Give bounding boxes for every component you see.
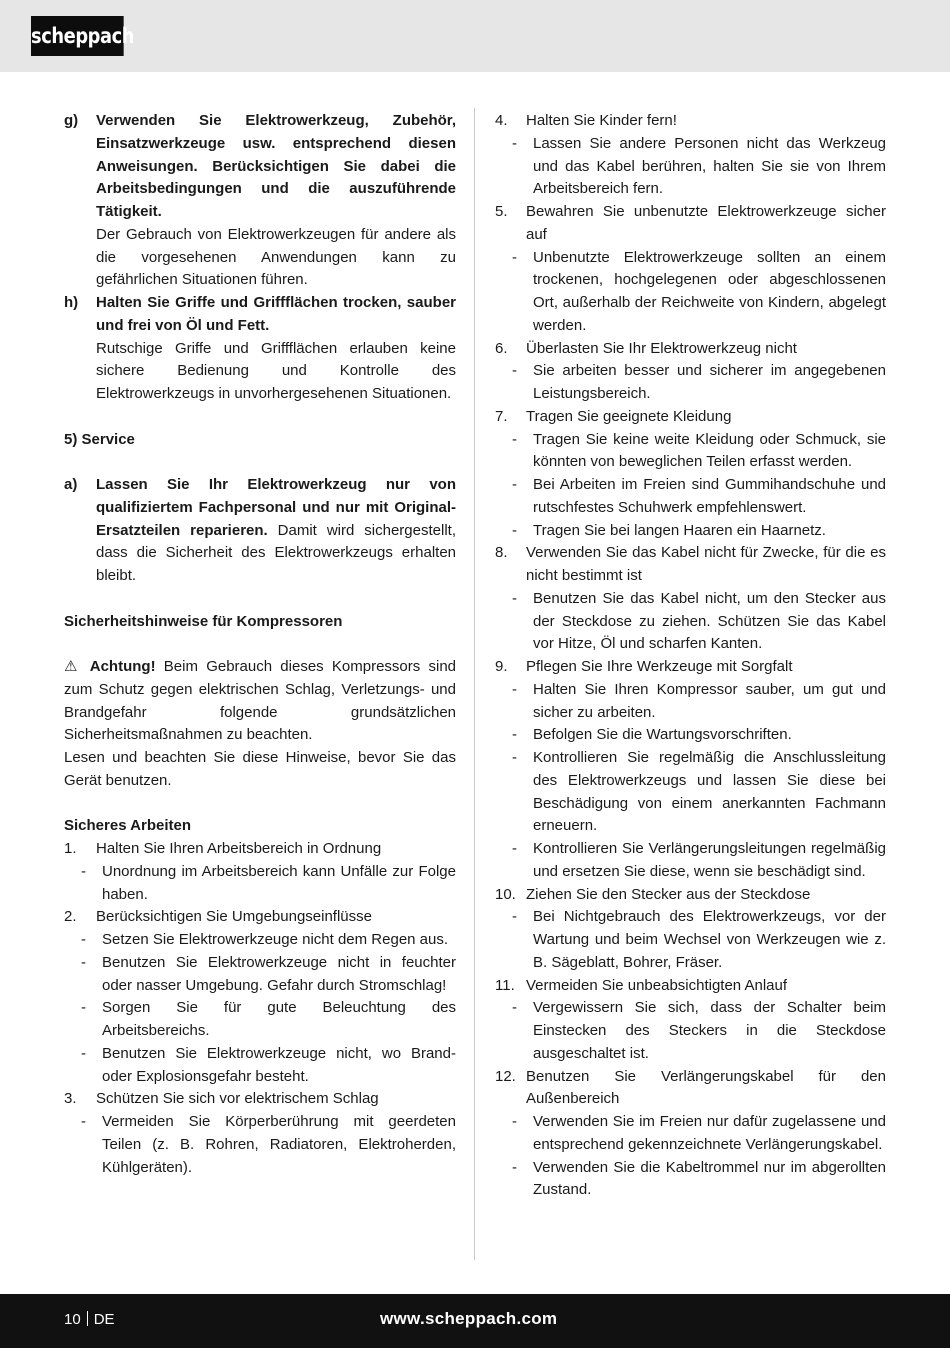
- bullet-item: [64, 1111, 456, 1179]
- item-title: Benutzen Sie Verlängerungskabel für den Außenbereich: [526, 1067, 886, 1108]
- footer-bar: [0, 1294, 950, 1348]
- item-marker: a): [64, 476, 78, 493]
- bullet-dash: -: [512, 1113, 517, 1130]
- column-divider: [474, 108, 475, 1260]
- item-text: Rutschige Griffe und Griffflächen erlauben keine sichere Bedienung und Kontrolle des Elektrowerkzeugs in unvorhergesehenen Situationen.: [96, 339, 456, 402]
- warning-label: Achtung!: [89, 658, 156, 675]
- bullet-item: [495, 747, 886, 838]
- bullet-dash: -: [512, 908, 517, 926]
- bullet-item: [495, 360, 886, 406]
- numbered-item: [495, 884, 886, 907]
- bullet-text: Sie arbeiten besser und sicherer im angegebenen Leistungsbereich.: [533, 362, 886, 402]
- list-item-h: [64, 292, 456, 406]
- item-title: Verwenden Sie das Kabel nicht für Zwecke, für die es nicht bestimmt ist: [526, 544, 886, 584]
- item-number: 5.: [495, 203, 508, 220]
- bullet-dash: -: [512, 1158, 517, 1176]
- list-item-a: [64, 474, 456, 588]
- bullet-item: [64, 952, 456, 998]
- numbered-item: [495, 656, 886, 679]
- bullet-item: [495, 520, 886, 543]
- warning-text: Beim Gebrauch dieses Kompressors sind zum Schutz gegen elektrischen Schlag, Verletzungs- und Brandgefahr folgende grundsätzlichen Sicherheitsmaßnahmen zu beachten.: [64, 658, 457, 744]
- bullet-dash: -: [512, 589, 517, 607]
- item-heading: Verwenden Sie Elektrowerkzeug, Zubehör, Einsatzwerkzeuge usw. entsprechend diesen Anweisungen. Berücksichtigen Sie dabei die Arbeitsbedingungen und die auszuführende Tätigkeit.: [96, 112, 456, 220]
- section-heading-service: 5) Service: [64, 430, 135, 448]
- item-text: Damit wird sichergestellt, dass die Sicherheit des Elektrowerkzeugs erhalten bleibt.: [96, 521, 456, 584]
- bullet-text: Kontrollieren Sie Verlängerungsleitungen regelmäßig und ersetzen Sie diese, wenn sie beschädigt sind.: [533, 840, 886, 880]
- bullet-item: [495, 1157, 886, 1203]
- bullet-dash: -: [512, 248, 517, 266]
- bullet-item: [495, 838, 886, 884]
- bullet-item: [495, 247, 886, 338]
- bullet-dash: -: [512, 680, 517, 698]
- bullet-text: Verwenden Sie die Kabeltrommel nur im abgerollten Zustand.: [533, 1158, 886, 1199]
- bullet-text: Unordnung im Arbeitsbereich kann Unfälle zur Folge haben.: [102, 862, 456, 903]
- bullet-text: Sorgen Sie für gute Beleuchtung des Arbeitsbereichs.: [102, 999, 456, 1039]
- bullet-text: Tragen Sie keine weite Kleidung oder Schmuck, sie könnten von beweglichen Teilen erfasst werden.: [533, 430, 886, 471]
- header-bar: [0, 0, 950, 72]
- item-title: Berücksichtigen Sie Umgebungseinflüsse: [96, 908, 372, 926]
- numbered-item: [64, 838, 456, 861]
- item-marker: h): [64, 294, 79, 311]
- bullet-text: Benutzen Sie Elektrowerkzeuge nicht in feuchter oder nasser Umgebung. Gefahr durch Stromschlag!: [102, 953, 456, 994]
- bullet-dash: -: [512, 476, 517, 493]
- list-item-g: [64, 110, 456, 292]
- bullet-text: Bei Arbeiten im Freien sind Gummihandschuhe und rutschfestes Schuhwerk empfehlenswert.: [533, 476, 886, 516]
- item-title: Überlasten Sie Ihr Elektrowerkzeug nicht: [526, 339, 797, 357]
- bullet-item: [64, 929, 456, 952]
- item-heading: Halten Sie Griffe und Griffflächen trocken, sauber und frei von Öl und Fett.: [96, 294, 456, 334]
- item-title: Schützen Sie sich vor elektrischem Schlag: [96, 1090, 379, 1108]
- bullet-dash: -: [512, 840, 517, 857]
- bullet-item: [495, 724, 886, 747]
- item-title: Bewahren Sie unbenutzte Elektrowerkzeuge sicher auf: [526, 203, 886, 243]
- bullet-item: [495, 679, 886, 725]
- bullet-dash: -: [81, 953, 86, 971]
- item-number: 1.: [64, 840, 77, 857]
- bullet-item: [495, 1111, 886, 1157]
- item-heading: Lassen Sie Ihr Elektrowerkzeug nur von qualifiziertem Fachpersonal und nur mit Original-Ersatzteilen reparieren.: [96, 476, 456, 539]
- item-number: 12.: [495, 1067, 516, 1085]
- bullet-dash: -: [512, 749, 517, 766]
- brand-logo: scheppach: [31, 16, 124, 56]
- section-heading-compressor: Sicherheitshinweise für Kompressoren: [64, 612, 343, 630]
- numbered-item: [495, 975, 886, 998]
- item-number: 7.: [495, 407, 508, 425]
- bullet-dash: -: [81, 999, 86, 1017]
- bullet-text: Benutzen Sie das Kabel nicht, um den Stecker aus der Steckdose zu ziehen. Schützen Sie das Kabel vor Hitze, Öl und scharfen Kanten.: [533, 589, 886, 653]
- numbered-item: [495, 406, 886, 429]
- item-text: Der Gebrauch von Elektrowerkzeugen für andere als die vorgesehenen Anwendungen kann zu gefährlichen Situationen führen.: [96, 225, 456, 289]
- bullet-item: [495, 906, 886, 974]
- bullet-text: Befolgen Sie die Wartungsvorschriften.: [533, 726, 792, 744]
- bullet-text: Vermeiden Sie Körperberührung mit geerdeten Teilen (z. B. Rohren, Radiatoren, Elektroherden, Kühlgeräten).: [102, 1113, 456, 1176]
- bullet-dash: -: [512, 726, 517, 744]
- bullet-dash: -: [512, 521, 517, 539]
- bullet-dash: -: [81, 1044, 86, 1062]
- bullet-text: Verwenden Sie im Freien nur dafür zugelassene und entsprechend gekennzeichnete Verlängerungskabel.: [533, 1113, 886, 1153]
- bullet-text: Tragen Sie bei langen Haaren ein Haarnetz.: [533, 521, 826, 539]
- website-link[interactable]: www.scheppach.com: [380, 1309, 558, 1328]
- numbered-item: [495, 1066, 886, 1112]
- bullet-text: Kontrollieren Sie regelmäßig die Anschlussleitung des Elektrowerkzeugs und lassen Sie diese bei Beschädigung von einem anerkannten Fachmann erneuern.: [533, 749, 886, 835]
- bullet-item: [495, 588, 886, 656]
- page-number: 10: [64, 1311, 81, 1328]
- bullet-item: [64, 1043, 456, 1089]
- bullet-dash: -: [81, 862, 86, 880]
- page-separator: [87, 1311, 88, 1326]
- bullet-text: Halten Sie Ihren Kompressor sauber, um gut und sicher zu arbeiten.: [533, 680, 886, 721]
- numbered-item: [495, 542, 886, 588]
- item-number: 3.: [64, 1090, 77, 1108]
- safe-work-list: [64, 838, 456, 1179]
- bullet-text: Lassen Sie andere Personen nicht das Werkzeug und das Kabel berühren, halten Sie sie von Ihrem Arbeitsbereich fern.: [533, 134, 886, 198]
- bullet-text: Unbenutzte Elektrowerkzeuge sollten an einem trockenen, hochgelegenen oder abgeschlossenen Ort, außerhalb der Reichweite von Kindern, abgelegt werden.: [533, 248, 886, 334]
- numbered-item: [64, 1088, 456, 1111]
- language-code: DE: [93, 1311, 115, 1328]
- item-title: Halten Sie Kinder fern!: [526, 112, 677, 129]
- section-heading-safe-work: Sicheres Arbeiten: [64, 817, 191, 835]
- item-number: 4.: [495, 112, 508, 129]
- bullet-item: [495, 474, 886, 520]
- bullet-dash: -: [81, 931, 86, 948]
- warning-icon: ⚠: [64, 658, 82, 675]
- item-title: Tragen Sie geeignete Kleidung: [526, 407, 732, 425]
- bullet-item: [64, 997, 456, 1043]
- bullet-item: [495, 429, 886, 475]
- item-title: Halten Sie Ihren Arbeitsbereich in Ordnung: [96, 840, 382, 857]
- bullet-text: Benutzen Sie Elektrowerkzeuge nicht, wo Brand- oder Explosionsgefahr besteht.: [102, 1044, 456, 1085]
- left-column: [64, 110, 456, 1179]
- read-instructions-text: Lesen und beachten Sie diese Hinweise, bevor Sie das Gerät benutzen.: [64, 749, 456, 789]
- bullet-item: [64, 861, 456, 907]
- bullet-dash: -: [512, 134, 517, 152]
- item-number: 2.: [64, 908, 77, 926]
- right-column: [495, 110, 886, 1202]
- bullet-text: Bei Nichtgebrauch des Elektrowerkzeugs, vor der Wartung und beim Wechsel von Werkzeugen wie z. B. Sägeblatt, Bohrer, Fräser.: [533, 908, 886, 971]
- numbered-item: [495, 201, 886, 247]
- bullet-dash: -: [512, 362, 517, 380]
- item-title: Vermeiden Sie unbeabsichtigten Anlauf: [526, 976, 788, 994]
- item-number: 6.: [495, 339, 508, 357]
- numbered-item: [64, 906, 456, 929]
- item-number: 9.: [495, 658, 508, 675]
- item-title: Ziehen Sie den Stecker aus der Steckdose: [526, 885, 811, 903]
- item-number: 11.: [495, 976, 515, 994]
- page-indicator: [64, 1310, 115, 1330]
- safety-list-continued: [495, 110, 886, 1202]
- warning-paragraph: [64, 656, 456, 747]
- item-number: 10.: [495, 885, 516, 903]
- bullet-text: Setzen Sie Elektrowerkzeuge nicht dem Regen aus.: [102, 931, 449, 948]
- item-title: Pflegen Sie Ihre Werkzeuge mit Sorgfalt: [526, 658, 793, 675]
- numbered-item: [495, 110, 886, 133]
- bullet-dash: -: [81, 1113, 86, 1130]
- bullet-text: Vergewissern Sie sich, dass der Schalter beim Einstecken des Steckers in die Steckdose ausgeschaltet ist.: [533, 999, 886, 1062]
- item-number: 8.: [495, 544, 508, 562]
- bullet-dash: -: [512, 999, 517, 1017]
- bullet-dash: -: [512, 430, 517, 448]
- bullet-item: [495, 997, 886, 1065]
- item-marker: g): [64, 112, 79, 129]
- numbered-item: [495, 338, 886, 361]
- bullet-item: [495, 133, 886, 201]
